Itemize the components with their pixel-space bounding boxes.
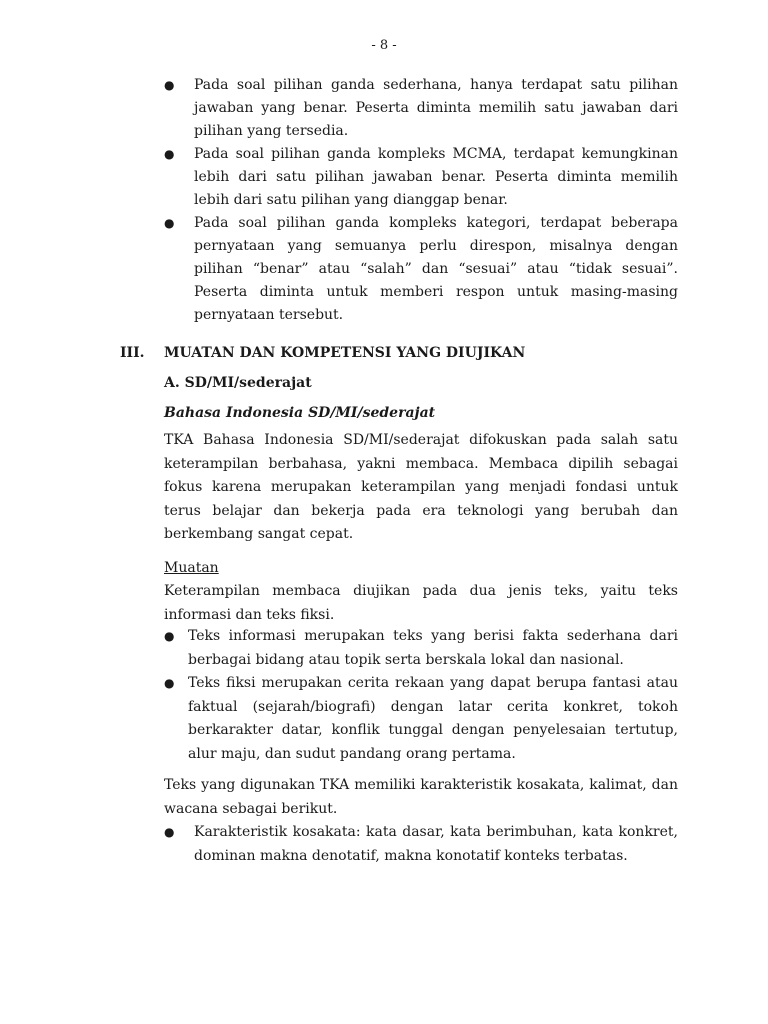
list-item-text: Teks informasi merupakan teks yang berisi fakta sederhana dari berbagai bidang atau topik serta berskala lokal dan nasional.	[188, 628, 678, 668]
muatan-paragraph: Keterampilan membaca diujikan pada dua jenis teks, yaitu teks informasi dan teks fiksi.	[164, 583, 678, 623]
section-number: III.	[120, 345, 145, 361]
section-title: MUATAN DAN KOMPETENSI YANG DIUJIKAN	[164, 345, 526, 361]
list-item-text: Pada soal pilihan ganda kompleks MCMA, terdapat kemungkinan lebih dari satu pilihan jawaban benar. Peserta diminta memilih lebih dari satu pilihan yang dianggap benar.	[194, 146, 678, 208]
question-type-list	[164, 74, 678, 327]
muatan-label: Muatan	[164, 560, 219, 576]
list-item	[164, 74, 678, 143]
bullet-icon: ●	[164, 629, 175, 643]
bullet-icon: ●	[164, 78, 175, 92]
subsection-heading: A. SD/MI/sederajat	[164, 375, 312, 391]
list-item-text: Pada soal pilihan ganda kompleks kategori, terdapat beberapa pernyataan yang semuanya perlu direspon, misalnya dengan pilihan “benar” atau “salah” dan “sesuai” atau “tidak sesuai”. Peserta diminta untuk memberi respon untuk masing-masing pernyataan tersebut.	[194, 215, 678, 323]
list-item	[164, 625, 678, 672]
bullet-icon: ●	[164, 825, 175, 839]
bullet-icon: ●	[164, 147, 175, 161]
page-number: - 8 -	[371, 38, 397, 53]
karakter-paragraph: Teks yang digunakan TKA memiliki karakteristik kosakata, kalimat, dan wacana sebagai berikut.	[164, 777, 678, 817]
list-item-text: Pada soal pilihan ganda sederhana, hanya terdapat satu pilihan jawaban yang benar. Peserta diminta memilih satu jawaban dari pilihan yang tersedia.	[194, 77, 678, 139]
text-type-list	[164, 625, 678, 766]
bullet-icon: ●	[164, 676, 175, 690]
list-item	[164, 820, 678, 868]
list-item-text: Karakteristik kosakata: kata dasar, kata berimbuhan, kata konkret, dominan makna denotatif, makna konotatif konteks terbatas.	[194, 824, 678, 864]
list-item	[164, 143, 678, 212]
bullet-icon: ●	[164, 216, 175, 230]
intro-paragraph: TKA Bahasa Indonesia SD/MI/sederajat difokuskan pada salah satu keterampilan berbahasa, yakni membaca. Membaca dipilih sebagai fokus karena merupakan keterampilan yang menjadi fondasi untuk terus belajar dan bekerja pada era teknologi yang berubah dan berkembang sangat cepat.	[164, 432, 678, 542]
list-item	[164, 672, 678, 766]
characteristics-list	[164, 820, 678, 868]
subject-heading: Bahasa Indonesia SD/MI/sederajat	[164, 405, 436, 421]
section-heading	[120, 343, 525, 363]
list-item	[164, 212, 678, 327]
list-item-text: Teks fiksi merupakan cerita rekaan yang dapat berupa fantasi atau faktual (sejarah/biografi) dengan latar cerita konkret, tokoh berkarakter datar, konflik tunggal dengan penyelesaian tertutup, alur maju, dan sudut pandang orang pertama.	[188, 675, 678, 762]
